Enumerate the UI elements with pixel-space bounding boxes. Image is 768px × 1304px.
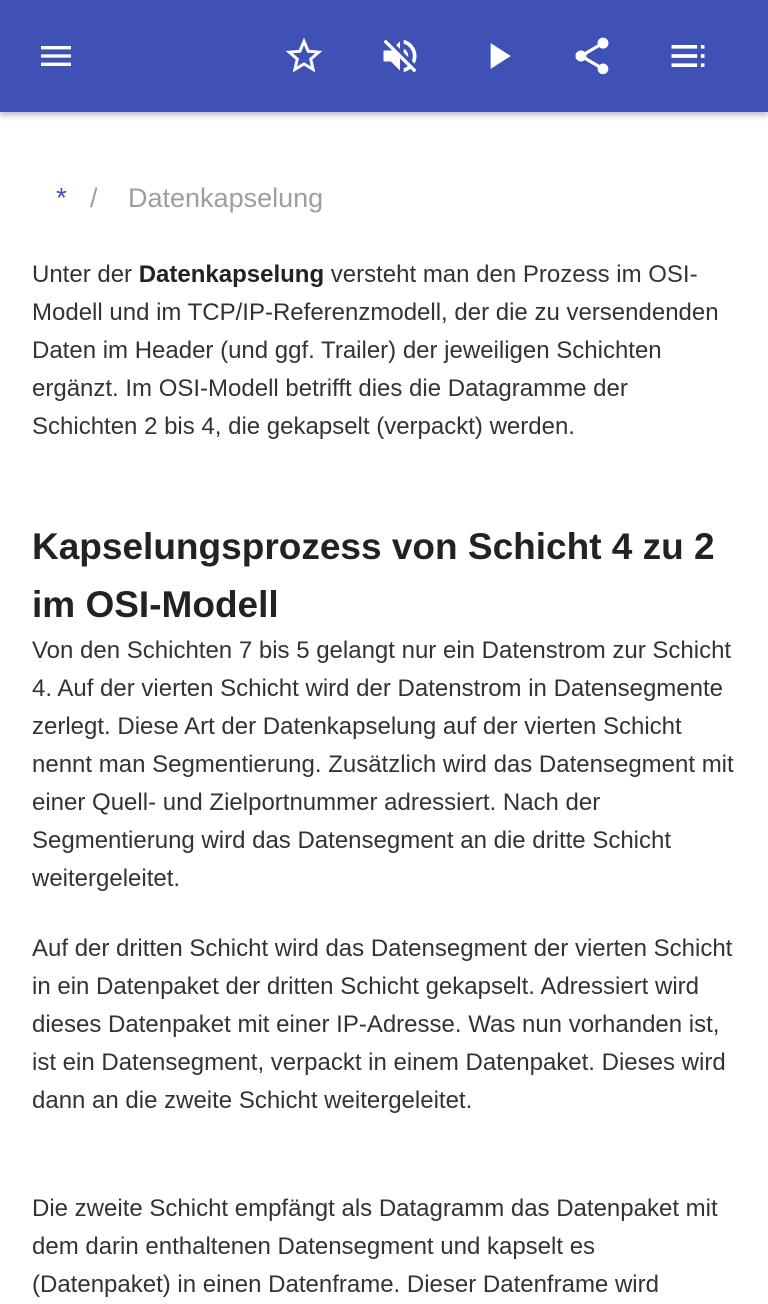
play-icon	[476, 34, 520, 78]
intro-text-start: Unter der	[32, 261, 139, 288]
menu-button[interactable]	[24, 24, 88, 88]
share-button[interactable]	[560, 24, 624, 88]
bookmark-button[interactable]	[272, 24, 336, 88]
app-bar	[0, 0, 768, 112]
volume-off-icon	[378, 34, 422, 78]
star-outline-icon	[282, 34, 326, 78]
paragraph: Auf der dritten Schicht wird das Datensegment der vierten Schicht in ein Datenpaket der dritten Schicht gekapselt. Adressiert wird dieses Datenpaket mit einer IP-Adresse. Was nun vorhanden ist, ist ein Datensegment, verpackt in einem Datenpaket. Dieses wird dann an die zweite Schicht weitergeleitet.	[32, 935, 733, 1114]
breadcrumb-separator: /	[90, 183, 98, 213]
mute-button[interactable]	[368, 24, 432, 88]
playlist-icon	[666, 34, 710, 78]
section-heading: Kapselungsprozess von Schicht 4 zu 2 im OSI-Modell	[32, 526, 715, 625]
playlist-button[interactable]	[656, 24, 720, 88]
paragraph: Die zweite Schicht empfängt als Datagramm das Datenpaket mit dem darin enthaltenen Datensegment und kapselt es (Datenpaket) in einen Datenframe. Dieser Datenframe wird	[32, 1195, 718, 1298]
breadcrumb-root-link[interactable]: *	[56, 182, 67, 213]
play-button[interactable]	[466, 24, 530, 88]
intro-paragraph	[32, 256, 738, 446]
share-icon	[570, 34, 614, 78]
intro-text-rest: versteht man den Prozess im OSI-Modell und im TCP/IP-Referenzmodell, der die zu versendenden Daten im Header (und ggf. Trailer) der jeweiligen Schichten ergänzt. Im OSI-Modell betrifft dies die Datagramme der Schichten 2 bis 4, die gekapselt (verpackt) werden.	[32, 261, 719, 440]
menu-icon	[36, 36, 76, 76]
article-content	[0, 112, 768, 1298]
intro-keyword: Datenkapselung	[138, 261, 325, 288]
breadcrumb	[56, 178, 323, 218]
paragraph: Von den Schichten 7 bis 5 gelangt nur ein Datenstrom zur Schicht 4. Auf der vierten Schicht wird der Datenstrom in Datensegmente zerlegt. Diese Art der Datenkapselung auf der vierten Schicht nennt man Segmentierung. Zusätzlich wird das Datensegment mit einer Quell- und Zielportnummer adressiert. Nach der Segmentierung wird das Datensegment an die dritte Schicht weitergeleitet.	[32, 637, 734, 892]
breadcrumb-current: Datenkapselung	[128, 183, 324, 213]
